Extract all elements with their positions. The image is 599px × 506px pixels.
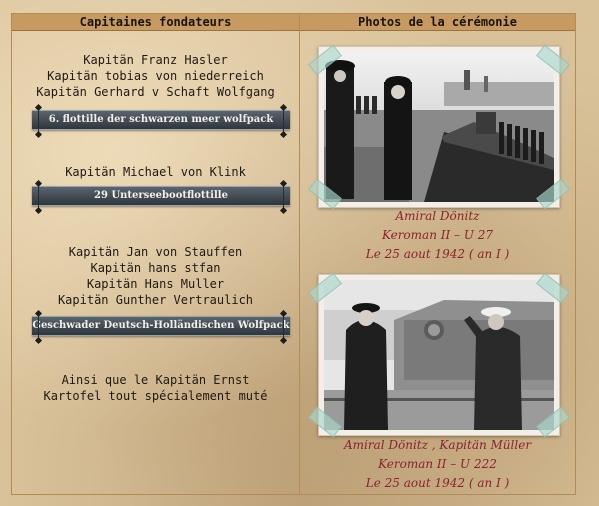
captain-name: Kapitän Michael von Klink [65, 165, 246, 179]
captain-name: Kapitän Franz Hasler [83, 53, 228, 67]
photo-image [324, 52, 554, 202]
note-line: Ainsi que le Kapitän Ernst [61, 373, 250, 387]
photo-illustration-dock [324, 52, 554, 202]
captain-list-3 [12, 244, 299, 308]
header-photos: Photos de la cérémonie [300, 14, 575, 31]
banner-rivet [35, 131, 42, 138]
photo-caption-1 [300, 207, 575, 264]
captain-name: Kapitän Hans Muller [86, 277, 225, 291]
banner-rivet [280, 131, 287, 138]
photo-image [324, 280, 554, 430]
captain-name: Kapitän Gunther Vertraulich [57, 293, 254, 307]
header-founders: Capitaines fondateurs [12, 14, 299, 31]
note-line: Kartofel tout spécialement muté [43, 389, 268, 403]
banner-rivet [35, 337, 42, 344]
caption-line: Le 25 aout 1942 ( an I ) [365, 476, 510, 490]
flotilla-banner-1: 6. flottille der schwarzen meer wolfpack [32, 110, 290, 130]
captain-list-2 [12, 164, 299, 180]
banner-rivet [280, 337, 287, 344]
banner-rivet [280, 207, 287, 214]
banner-rivet [35, 207, 42, 214]
content-table [11, 13, 576, 495]
captain-name: Kapitän Jan von Stauffen [68, 245, 243, 259]
caption-line: Keroman II – U 27 [381, 228, 494, 242]
ceremony-photo-1 [318, 46, 560, 208]
captain-name: Kapitän Gerhard v Schaft Wolfgang [36, 85, 275, 99]
captain-name: Kapitän tobias von niederreich [47, 69, 264, 83]
caption-line: Keroman II – U 222 [378, 457, 497, 471]
caption-line: Amiral Dönitz , Kapitän Müller [343, 438, 532, 452]
flotilla-banner-3: Geschwader Deutsch-Holländischen Wolfpack [32, 316, 290, 336]
ceremony-photo-2 [318, 274, 560, 436]
photo-illustration-salute [324, 280, 554, 430]
caption-line: Amiral Dönitz [395, 209, 480, 223]
caption-line: Le 25 aout 1942 ( an I ) [365, 247, 510, 261]
flotilla-banner-2: 29 Unterseebootflottille [32, 186, 290, 206]
additional-captain-note [12, 372, 299, 404]
photo-caption-2 [300, 436, 575, 493]
captain-name: Kapitän hans stfan [90, 261, 221, 275]
captain-list-1 [12, 52, 299, 100]
